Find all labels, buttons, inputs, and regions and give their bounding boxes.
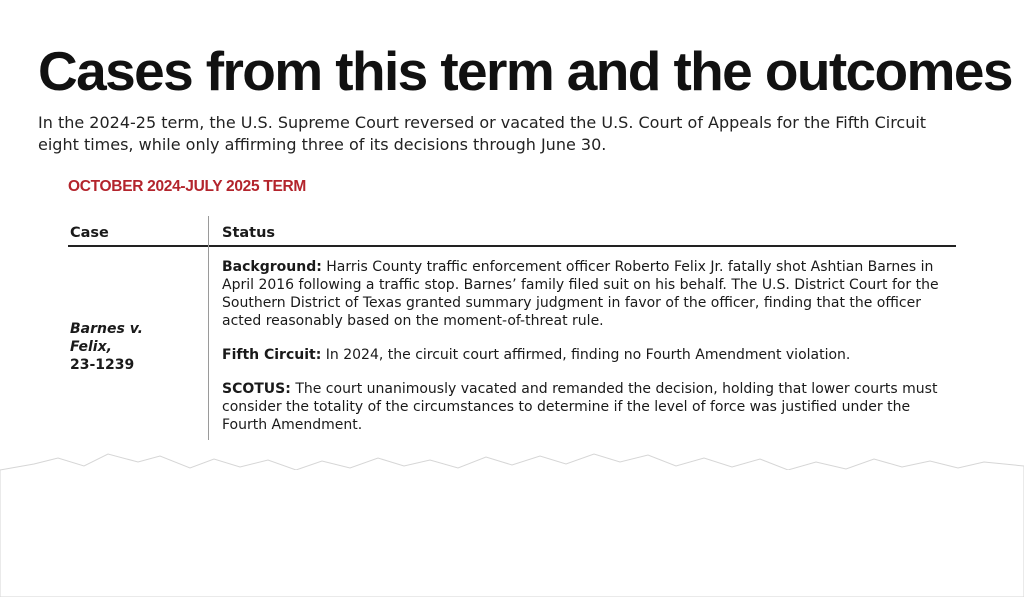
- header-rule: [68, 245, 956, 247]
- headline: Cases from this term and the outcomes: [38, 40, 1012, 102]
- torn-paper-overlay: [0, 440, 1024, 597]
- scotus-text: The court unanimously vacated and remanded the decision, holding that lower courts must consider the totality of the circumstances to determine if the level of force was justified under the Fourth Amendment.: [222, 381, 938, 433]
- case-name-line2: Felix,: [70, 339, 112, 355]
- case-number: 23-1239: [70, 357, 135, 373]
- fifth-circuit-paragraph: [222, 346, 956, 364]
- case-cell: [70, 320, 200, 374]
- scotus-label: SCOTUS:: [222, 381, 291, 397]
- section-kicker: OCTOBER 2024-JULY 2025 TERM: [68, 178, 306, 195]
- background-text: Harris County traffic enforcement officer Roberto Felix Jr. fatally shot Ashtian Barnes in April 2016 following a traffic stop. Barnes’ family filed suit on his behalf. The U.S. District Court for the Southern District of Texas granted summary judgment in favor of the officer, finding that the officer acted reasonably based on the moment-of-threat rule.: [222, 259, 939, 329]
- case-name-line1: Barnes v.: [70, 321, 143, 337]
- column-header-status: Status: [222, 225, 276, 241]
- scotus-paragraph: [222, 380, 956, 434]
- status-cell: [222, 258, 956, 434]
- fifth-circuit-text: In 2024, the circuit court affirmed, finding no Fourth Amendment violation.: [325, 347, 851, 363]
- background-paragraph: [222, 258, 956, 330]
- fifth-circuit-label: Fifth Circuit:: [222, 347, 322, 363]
- column-header-case: Case: [70, 225, 109, 241]
- background-label: Background:: [222, 259, 322, 275]
- dek: In the 2024-25 term, the U.S. Supreme Court reversed or vacated the U.S. Court of Appeals for the Fifth Circuit eight times, while only affirming three of its decisions through June 30.: [38, 113, 927, 154]
